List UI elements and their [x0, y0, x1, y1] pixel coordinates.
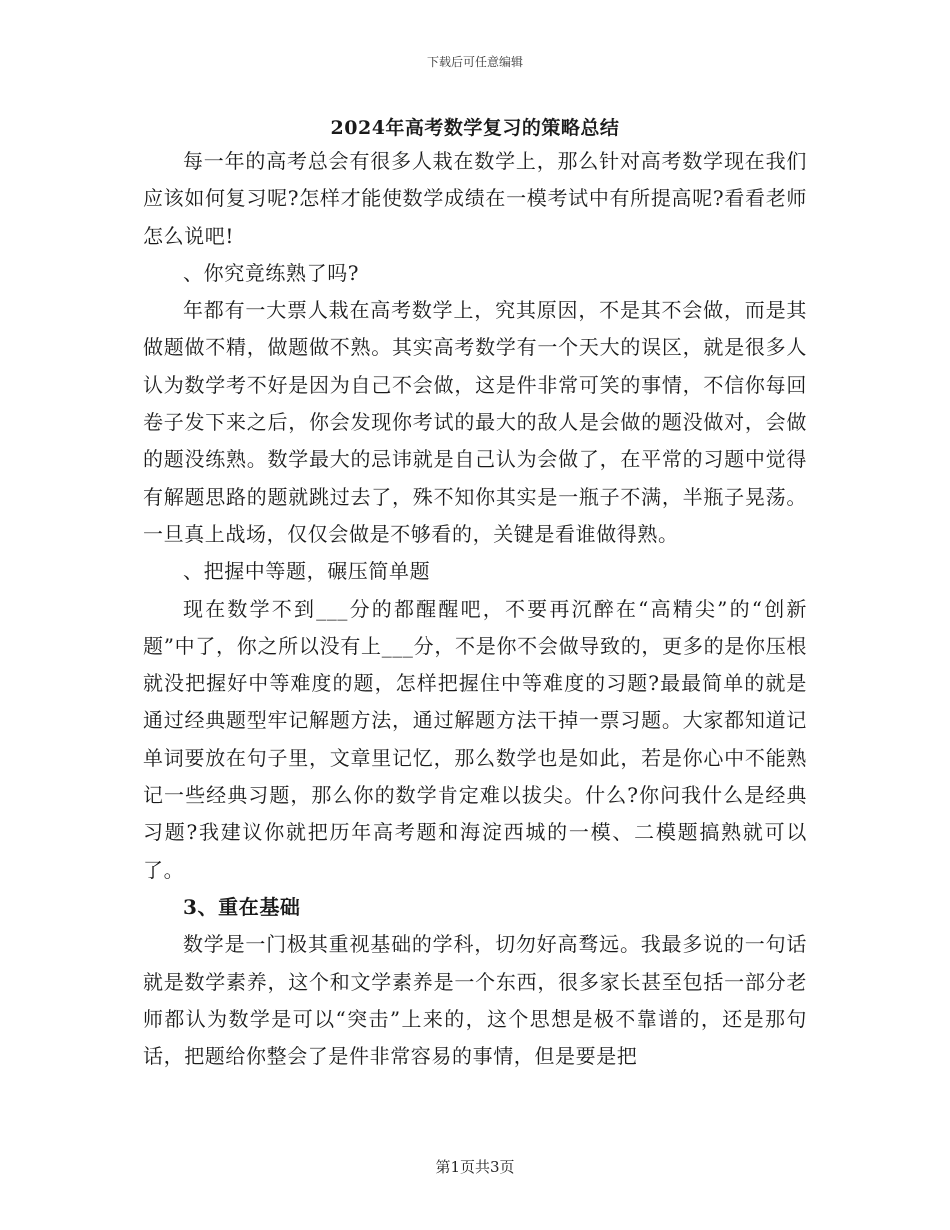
paragraph-section-1: 年都有一大票人栽在高考数学上，究其原因，不是其不会做，而是其做题做不精，做题做不熟。其实高考数学有一个天大的误区，就是很多人认为数学考不好是因为自己不会做，这是件非常可笑的事情，不信你每回卷子发下来之后，你会发现你考试的最大的敌人是会做的题没做对，会做的题没练熟。数学最大的忌讳就是自己认为会做了，在平常的习题中觉得有解题思路的题就跳过去了，殊不知你其实是一瓶子不满，半瓶子晃荡。一旦真上战场，仅仅会做是不够看的，关键是看谁做得熟。	[143, 298, 807, 546]
document-title: 2024年高考数学复习的策略总结	[330, 117, 620, 139]
document-body	[143, 143, 807, 1075]
header-note: 下载后可任意编辑	[426, 55, 523, 69]
page-footer: 第1页共3页	[435, 1158, 515, 1176]
paragraph-intro: 每一年的高考总会有很多人栽在数学上，那么针对高考数学现在我们应该如何复习呢?怎样才能使数学成绩在一模考试中有所提高呢?看看老师怎么说吧!	[143, 149, 807, 248]
section-heading-2: 、把握中等题，碾压简单题	[183, 559, 431, 584]
section-heading-1: 、你究竟练熟了吗?	[183, 260, 360, 285]
paragraph-section-3: 数学是一门极其重视基础的学科，切勿好高骛远。我最多说的一句话就是数学素养，这个和文学素养是一个东西，很多家长甚至包括一部分老师都认为数学是可以“突击”上来的，这个思想是极不靠谱的，还是那句话，把题给你整会了是件非常容易的事情，但是要是把	[143, 932, 807, 1069]
paragraph-section-2: 现在数学不到___分的都醒醒吧，不要再沉醉在“高精尖”的“创新题”中了，你之所以没有上___分，不是你不会做导致的，更多的是你压根就没把握好中等难度的题，怎样把握住中等难度的习题?最最简单的就是通过经典题型牢记解题方法，通过解题方法干掉一票习题。大家都知道记单词要放在句子里，文章里记忆，那么数学也是如此，若是你心中不能熟记一些经典习题，那么你的数学肯定难以拔尖。什么?你问我什么是经典习题?我建议你就把历年高考题和海淀西城的一模、二模题搞熟就可以了。	[143, 596, 807, 882]
section-heading-3: 3、重在基础	[183, 894, 301, 919]
